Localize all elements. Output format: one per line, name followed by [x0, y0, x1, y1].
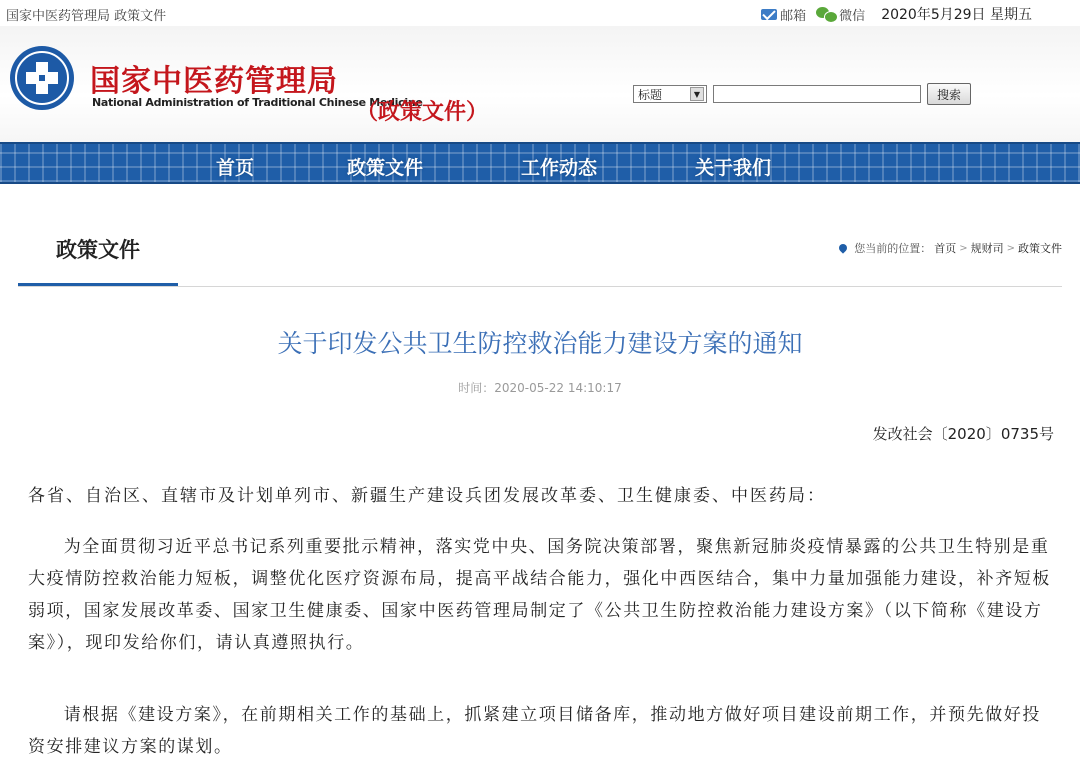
top-bar — [0, 0, 1080, 26]
search-field-select[interactable] — [633, 85, 707, 103]
article-time: 时间：2020-05-22 14:10:17 — [458, 381, 622, 395]
nav-item-about[interactable]: 关于我们 — [695, 157, 772, 179]
main-nav — [0, 142, 1080, 184]
org-name-cn: 国家中医药管理局 — [90, 64, 338, 99]
chevron-down-icon: ▼ — [690, 87, 704, 101]
top-breadcrumb: 国家中医药管理局 政策文件 — [6, 9, 167, 24]
article-paragraph: 为全面贯彻习近平总书记系列重要批示精神，落实党中央、国务院决策部署，聚焦新冠肺炎疫情暴露的公共卫生特别是重大疫情防控救治能力短板，调整优化医疗资源布局，提高平战结合能力，强化中西医结合，集中力量加强能力建设，补齐短板弱项，国家发展改革委、国家卫生健康委、国家中医药管理局制定了《公共卫生防控救治能力建设方案》（以下简称《建设方案》），现印发给你们，请认真遵照执行。 — [28, 537, 1051, 653]
content-header — [18, 184, 1062, 287]
article-addressee: 各省、自治区、直辖市及计划单列市、新疆生产建设兵团发展改革委、卫生健康委、中医药局： — [28, 486, 826, 506]
search-bar — [633, 83, 971, 105]
tab-policy[interactable]: 政策文件 — [56, 238, 140, 262]
mail-label: 邮箱 — [780, 8, 807, 24]
article-paragraph: 请根据《建设方案》，在前期相关工作的基础上，抓紧建立项目储备库，推动地方做好项目建设前期工作，并预先做好投资安排建议方案的谋划。 — [28, 705, 1041, 757]
wechat-icon — [816, 7, 836, 21]
breadcrumb-separator: > — [1006, 242, 1015, 254]
current-date: 2020年5月29日 星期五 — [881, 7, 1032, 23]
section-tag: （政策文件） — [356, 100, 489, 125]
search-button[interactable]: 搜索 — [927, 83, 971, 105]
search-field-value: 标题 — [638, 87, 663, 102]
location-breadcrumb — [839, 240, 1062, 256]
top-right-links — [761, 4, 1032, 24]
article-title: 关于印发公共卫生防控救治能力建设方案的通知 — [277, 329, 803, 358]
site-header — [0, 26, 1080, 142]
document-number: 发改社会〔2020〕0735号 — [872, 425, 1054, 443]
mail-link[interactable] — [761, 5, 806, 24]
tab-underline — [18, 283, 178, 286]
breadcrumb-dept[interactable]: 规财司 — [970, 242, 1004, 255]
nav-item-news[interactable]: 工作动态 — [521, 157, 598, 179]
content-area — [18, 184, 1062, 774]
nav-item-home[interactable]: 首页 — [216, 157, 255, 179]
wechat-link[interactable] — [816, 5, 865, 24]
emblem-logo[interactable] — [10, 46, 74, 110]
location-pin-icon — [838, 242, 849, 253]
search-input[interactable] — [713, 85, 921, 103]
location-prefix: 您当前的位置： — [854, 242, 932, 255]
org-name-en: National Administration of Traditional Chinese Medicine — [92, 96, 423, 109]
wechat-label: 微信 — [839, 8, 866, 24]
mail-icon — [761, 9, 777, 20]
breadcrumb-home[interactable]: 首页 — [934, 242, 957, 255]
nav-item-policy[interactable]: 政策文件 — [347, 157, 424, 179]
breadcrumb-separator: > — [959, 242, 968, 254]
breadcrumb-current[interactable]: 政策文件 — [1018, 242, 1062, 255]
